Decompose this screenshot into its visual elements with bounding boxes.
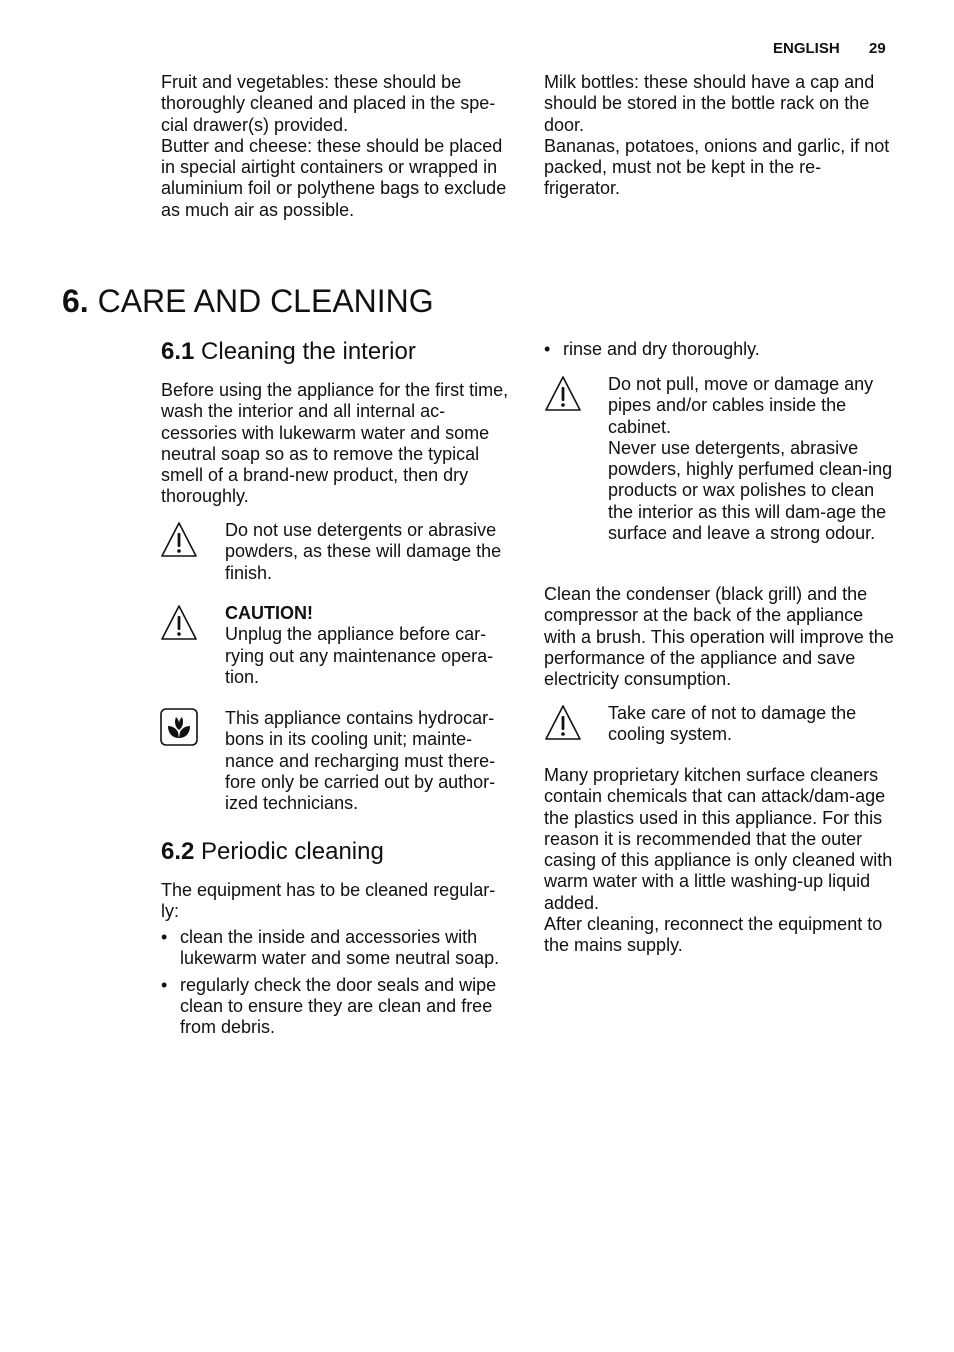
eco-note: This appliance contains hydrocar-bons in its cooling unit; mainte-nance and recharging must there-fore only be carried out by author-ized technicians.	[225, 708, 496, 814]
intro-left	[161, 72, 513, 221]
cleaners-block	[544, 765, 894, 957]
intro-fruit-paragraph: Fruit and vegetables: these should be thoroughly cleaned and placed in the spe-cial drawer(s) provided.	[161, 72, 496, 135]
warning-pipes-detergents	[608, 374, 893, 544]
warning-no-abrasive: Do not use detergents or abrasive powders, as these will damage the finish.	[225, 520, 502, 583]
section-6-1-body: Before using the appliance for the first time, wash the interior and all internal ac-cessories with lukewarm water and some neutral soap so as to remove the typical smell of a brand-new product, then dry thoroughly.	[161, 380, 509, 507]
chapter-title	[62, 283, 434, 319]
warning-triangle-icon	[159, 603, 199, 643]
list-item-text: regularly check the door seals and wipe clean to ensure they are clean and free from debris.	[180, 974, 497, 1038]
section-6-2-heading	[161, 838, 384, 866]
section-6-1-title: Cleaning the interior	[201, 338, 416, 365]
header-language: ENGLISH	[773, 40, 840, 57]
intro-butter-paragraph: Butter and cheese: these should be placed in special airtight containers or wrapped in aluminium foil or polythene bags to exclude as much air as possible.	[161, 135, 507, 220]
warning-detergents-text: Never use detergents, abrasive powders, highly perfumed clean-ing products or wax polishes to clean the interior as this will dam-age the surface and leave a strong odour.	[608, 437, 893, 544]
eco-leaf-icon	[160, 708, 198, 746]
intro-milk-paragraph: Milk bottles: these should have a cap and should be stored in the bottle rack on the door.	[544, 72, 875, 135]
caution-label: CAUTION!	[225, 603, 313, 623]
section-6-2-number: 6.2	[161, 838, 195, 865]
list-item-text: clean the inside and accessories with lukewarm water and some neutral soap.	[180, 927, 500, 969]
caution-block	[225, 603, 515, 688]
warning-triangle-icon	[543, 374, 583, 414]
list-item-continued	[544, 339, 894, 360]
list-item-text: rinse and dry thoroughly.	[563, 339, 760, 359]
intro-right	[544, 72, 894, 200]
bullet: •	[161, 974, 168, 995]
condenser-paragraph: Clean the condenser (black grill) and the compressor at the back of the appliance with a brush. This operation will improve the performance of the appliance and save electricity consumption.	[544, 584, 894, 690]
caution-text: Unplug the appliance before car-rying out any maintenance opera-tion.	[225, 624, 494, 687]
page-number: 29	[869, 40, 886, 57]
chapter-title-text: CARE AND CLEANING	[97, 283, 434, 319]
warning-triangle-icon	[543, 703, 583, 743]
section-6-2-title: Periodic cleaning	[201, 838, 384, 865]
bullet: •	[161, 927, 168, 947]
warning-cooling-system: Take care of not to damage the cooling system.	[608, 703, 857, 745]
section-6-2-list	[161, 927, 513, 1038]
cleaners-paragraph: Many proprietary kitchen surface cleaners contain chemicals that can attack/dam-age the plastics used in this appliance. For this reason it is recommended that the outer casing of this appliance is only cleaned with warm water with a little washing-up liquid added.	[544, 765, 893, 913]
list-item	[161, 975, 513, 1039]
list-item	[161, 927, 513, 970]
intro-bananas-paragraph: Bananas, potatoes, onions and garlic, if not packed, must not be kept in the re-frigerator.	[544, 135, 890, 199]
bullet: •	[544, 339, 551, 359]
warning-triangle-icon	[159, 520, 199, 560]
section-6-1-heading	[161, 338, 416, 366]
section-6-2-intro: The equipment has to be cleaned regular-ly:	[161, 880, 496, 922]
warning-pipes-text: Do not pull, move or damage any pipes and/or cables inside the cabinet.	[608, 374, 874, 437]
chapter-number: 6.	[62, 283, 89, 319]
reconnect-paragraph: After cleaning, reconnect the equipment to the mains supply.	[544, 914, 883, 956]
list-item	[544, 339, 894, 360]
section-6-1-number: 6.1	[161, 338, 195, 365]
